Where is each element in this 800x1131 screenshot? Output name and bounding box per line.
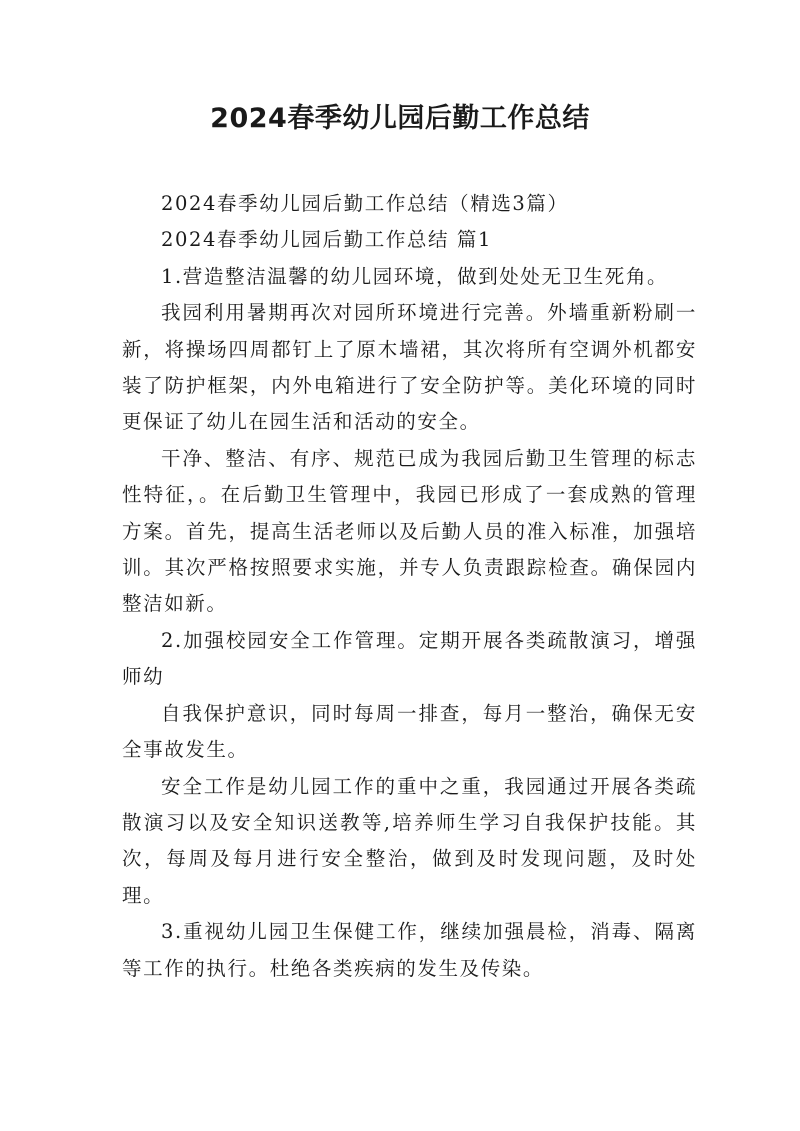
paragraph-safety-work: 安全工作是幼儿园工作的重中之重，我园通过开展各类疏散演习以及安全知识送教等,培养师生学习自我保护技能。其次，每周及每月进行安全整治，做到及时发现问题，及时处理。 [122, 774, 697, 907]
paragraph-hygiene-management: 干净、整洁、有序、规范已成为我园后勤卫生管理的标志性特征，。在后勤卫生管理中，我园已形成了一套成熟的管理方案。首先，提高生活老师以及后勤人员的准入标准，加强培训。其次严格按照要求实施，并专人负责跟踪检查。确保园内整洁如新。 [122, 446, 697, 616]
paragraph-environment: 我园利用暑期再次对园所环境进行完善。外墙重新粉刷一新，将操场四周都钉上了原木墙裙，其次将所有空调外机都安装了防护框架，内外电箱进行了安全防护等。美化环境的同时更保证了幼儿在园生活和活动的安全。 [122, 301, 697, 434]
paragraph-item-1: 1.营造整洁温馨的幼儿园环境，做到处处无卫生死角。 [161, 264, 669, 288]
paragraph-item-2: 2.加强校园安全工作管理。定期开展各类疏散演习，增强师幼 [122, 628, 697, 689]
paragraph-item-3: 3.重视幼儿园卫生保健工作，继续加强晨检，消毒、隔离等工作的执行。杜绝各类疾病的发生及传染。 [122, 920, 697, 980]
paragraph-self-protection: 自我保护意识，同时每周一排查，每月一整治，确保无安全事故发生。 [122, 701, 697, 762]
paragraph-subtitle: 2024春季幼儿园后勤工作总结（精选3篇） [161, 192, 569, 215]
document-body [122, 186, 697, 987]
paragraph-section-heading: 2024春季幼儿园后勤工作总结 篇1 [161, 228, 493, 252]
document-title: 2024春季幼儿园后勤工作总结 [210, 103, 590, 134]
